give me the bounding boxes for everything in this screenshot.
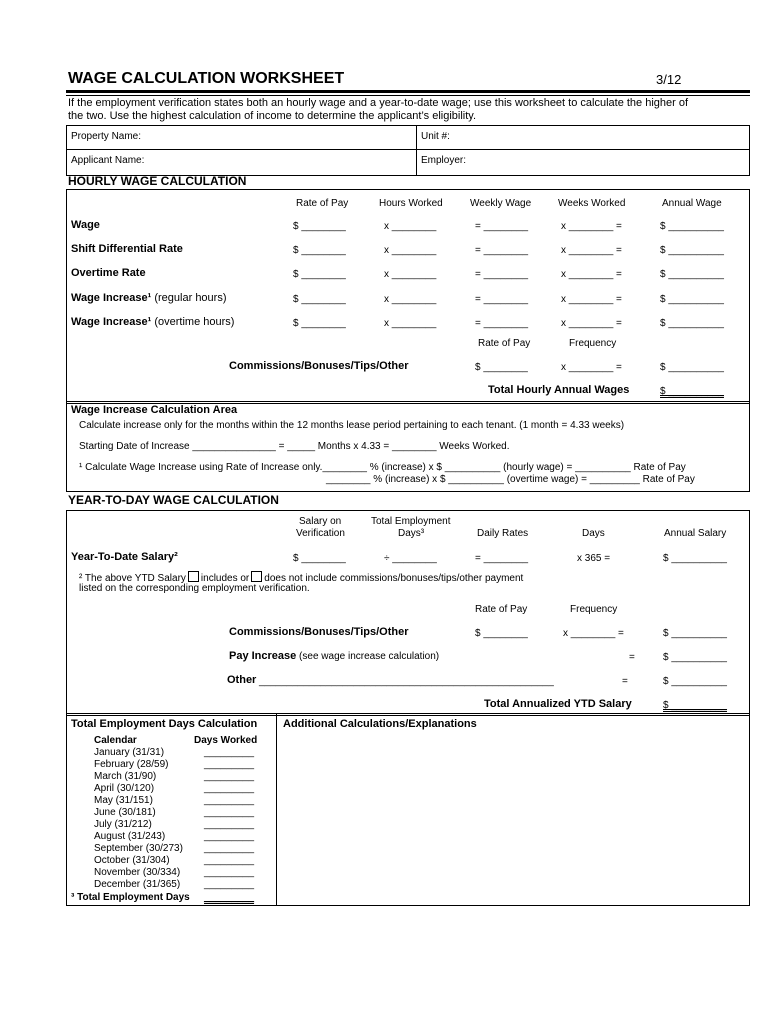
calendar-header: Calendar	[94, 735, 137, 746]
row-increase-regular-label: Wage Increase¹ (regular hours)	[71, 292, 227, 304]
employer-field[interactable]: Employer:	[421, 155, 467, 166]
increase-line-3[interactable]: ¹ Calculate Wage Increase using Rate of Increase only.________ % (increase) x $ __________ (hourly wage) = __________ Rate of Pay	[79, 462, 686, 473]
pay-increase-eq: =	[629, 652, 635, 663]
sub-rate-of-pay: Rate of Pay	[478, 338, 531, 349]
applicant-name-field[interactable]: Applicant Name:	[71, 155, 145, 166]
ytd-salary-label: Year-To-Date Salary²	[71, 551, 178, 563]
days-calc-title: Total Employment Days Calculation	[71, 718, 258, 730]
row-overtime-weekly[interactable]: = ________	[475, 269, 529, 280]
ytd-days-value[interactable]: ÷ ________	[384, 553, 437, 564]
ytd-commissions-label: Commissions/Bonuses/Tips/Other	[229, 626, 409, 638]
col-weeks: Weeks Worked	[558, 198, 626, 209]
intro-line-1: If the employment verification states both an hourly wage and a year-to-date wage; use this worksheet to calculate the higher of	[68, 97, 689, 109]
col-days-2: Days³	[398, 528, 425, 539]
row-overtime-annual[interactable]: $ __________	[660, 269, 724, 280]
row-increase-overtime-weeks[interactable]: x ________ =	[561, 318, 622, 329]
ytd-annual-value[interactable]: $ __________	[663, 553, 727, 564]
intro-line-2: the two. Use the highest calculation of income to determine the applicant’s eligibility.	[68, 110, 477, 122]
december-days[interactable]: _________	[204, 879, 255, 890]
row-wage-annual[interactable]: $ __________	[660, 221, 724, 232]
month-october: October (31/304)	[94, 855, 170, 866]
page-title: WAGE CALCULATION WORKSHEET	[68, 70, 345, 87]
hourly-commissions-freq[interactable]: x ________ =	[561, 362, 622, 373]
august-days[interactable]: _________	[204, 831, 255, 842]
month-july: July (31/212)	[94, 819, 152, 830]
row-shift-rate[interactable]: $ ________	[293, 245, 346, 256]
sub-frequency: Frequency	[569, 338, 617, 349]
increase-line-4[interactable]: ________ % (increase) x $ __________ (overtime wage) = _________ Rate of Pay	[326, 474, 695, 485]
row-overtime-rate[interactable]: $ ________	[293, 269, 346, 280]
col-days: Days	[582, 528, 605, 539]
ytd-x365: x 365 =	[577, 553, 611, 564]
pay-increase-value[interactable]: $ __________	[663, 652, 727, 663]
row-increase-regular-weekly[interactable]: = ________	[475, 294, 529, 305]
col-annual-salary: Annual Salary	[664, 528, 727, 539]
hourly-commissions-label: Commissions/Bonuses/Tips/Other	[229, 360, 409, 372]
row-wage-weekly[interactable]: = ________	[475, 221, 529, 232]
january-days[interactable]: _________	[204, 747, 255, 758]
includes-checkbox[interactable]	[188, 571, 199, 582]
row-wage-hours[interactable]: x ________	[384, 221, 437, 232]
increase-line-1: Calculate increase only for the months within the 12 months lease period pertaining to each tenant. (1 month = 4.33 weeks)	[79, 420, 625, 431]
col-hours: Hours Worked	[379, 198, 443, 209]
row-increase-regular-hours[interactable]: x ________	[384, 294, 437, 305]
row-shift-weeks[interactable]: x ________ =	[561, 245, 622, 256]
ytd-sub-frequency: Frequency	[570, 604, 618, 615]
property-name-field[interactable]: Property Name:	[71, 131, 142, 142]
march-days[interactable]: _________	[204, 771, 255, 782]
col-salary-2: Verification	[296, 528, 345, 539]
october-days[interactable]: _________	[204, 855, 255, 866]
col-rate: Rate of Pay	[296, 198, 349, 209]
additional-title: Additional Calculations/Explanations	[283, 718, 477, 730]
days-worked-header: Days Worked	[194, 735, 258, 746]
row-wage-label: Wage	[71, 219, 100, 231]
col-daily: Daily Rates	[477, 528, 529, 539]
total-ytd-label: Total Annualized YTD Salary	[484, 698, 632, 710]
row-overtime-hours[interactable]: x ________	[384, 269, 437, 280]
hourly-section-title: HOURLY WAGE CALCULATION	[68, 174, 247, 188]
ytd-commissions-freq[interactable]: x ________ =	[563, 628, 624, 639]
total-hourly-label: Total Hourly Annual Wages	[488, 384, 630, 396]
month-march: March (31/90)	[94, 771, 157, 782]
month-august: August (31/243)	[94, 831, 166, 842]
total-ytd-value[interactable]: $ __________	[663, 700, 727, 711]
month-december: December (31/365)	[94, 879, 181, 890]
month-november: November (30/334)	[94, 867, 181, 878]
other-eq: =	[622, 676, 628, 687]
row-increase-overtime-weekly[interactable]: = ________	[475, 318, 529, 329]
pay-increase-label: Pay Increase (see wage increase calculation)	[229, 650, 440, 662]
ytd-sub-rate: Rate of Pay	[475, 604, 528, 615]
row-increase-overtime-annual[interactable]: $ __________	[660, 318, 724, 329]
ytd-commissions-annual[interactable]: $ __________	[663, 628, 727, 639]
ytd-section-title: YEAR-TO-DAY WAGE CALCULATION	[68, 493, 279, 507]
row-shift-hours[interactable]: x ________	[384, 245, 437, 256]
hourly-commissions-annual[interactable]: $ __________	[660, 362, 724, 373]
total-days-value[interactable]: _________	[204, 892, 255, 903]
property-info-box	[66, 125, 750, 176]
may-days[interactable]: _________	[204, 795, 255, 806]
row-overtime-weeks[interactable]: x ________ =	[561, 269, 622, 280]
unit-field[interactable]: Unit #:	[421, 131, 450, 142]
ytd-note-2: listed on the corresponding employment verification.	[79, 583, 310, 594]
row-wage-weeks[interactable]: x ________ =	[561, 221, 622, 232]
revision-date: 3/12	[656, 72, 682, 87]
row-shift-weekly[interactable]: = ________	[475, 245, 529, 256]
february-days[interactable]: _________	[204, 759, 255, 770]
other-label: Other	[227, 674, 257, 686]
month-june: June (30/181)	[94, 807, 156, 818]
april-days[interactable]: _________	[204, 783, 255, 794]
col-weekly: Weekly Wage	[470, 198, 532, 209]
excludes-checkbox[interactable]	[251, 571, 262, 582]
title-rule	[66, 90, 750, 96]
row-increase-regular-annual[interactable]: $ __________	[660, 294, 724, 305]
ytd-salary-value[interactable]: $ ________	[293, 553, 346, 564]
other-value[interactable]: $ __________	[663, 676, 727, 687]
row-overtime-label: Overtime Rate	[71, 267, 146, 279]
month-january: January (31/31)	[94, 747, 165, 758]
row-wage-rate[interactable]: $ ________	[293, 221, 346, 232]
total-hourly-value[interactable]: $ __________	[660, 386, 724, 397]
month-september: September (30/273)	[94, 843, 183, 854]
september-days[interactable]: _________	[204, 843, 255, 854]
row-increase-regular-weeks[interactable]: x ________ =	[561, 294, 622, 305]
col-days-1: Total Employment	[371, 516, 451, 527]
increase-area-title: Wage Increase Calculation Area	[71, 404, 238, 416]
july-days[interactable]: _________	[204, 819, 255, 830]
row-increase-overtime-hours[interactable]: x ________	[384, 318, 437, 329]
ytd-commissions-rate[interactable]: $ ________	[475, 628, 528, 639]
row-shift-annual[interactable]: $ __________	[660, 245, 724, 256]
month-may: May (31/151)	[94, 795, 153, 806]
month-february: February (28/59)	[94, 759, 169, 770]
month-april: April (30/120)	[94, 783, 155, 794]
col-salary-1: Salary on	[299, 516, 342, 527]
total-days-label: ³ Total Employment Days	[71, 892, 190, 903]
ytd-note-1: ² The above YTD Salary includes or does not include commissions/bonuses/tips/other payment	[79, 573, 524, 584]
june-days[interactable]: _________	[204, 807, 255, 818]
row-shift-label: Shift Differential Rate	[71, 243, 183, 255]
row-increase-regular-rate[interactable]: $ ________	[293, 294, 346, 305]
ytd-daily-value[interactable]: = ________	[475, 553, 529, 564]
row-increase-overtime-label: Wage Increase¹ (overtime hours)	[71, 316, 235, 328]
hourly-commissions-rate[interactable]: $ ________	[475, 362, 528, 373]
november-days[interactable]: _________	[204, 867, 255, 878]
other-line[interactable]: _____________________________________________________	[259, 676, 554, 687]
increase-line-2[interactable]: Starting Date of Increase _______________ = _____ Months x 4.33 = ________ Weeks Worked.	[79, 441, 510, 452]
col-annual: Annual Wage	[662, 198, 722, 209]
row-increase-overtime-rate[interactable]: $ ________	[293, 318, 346, 329]
